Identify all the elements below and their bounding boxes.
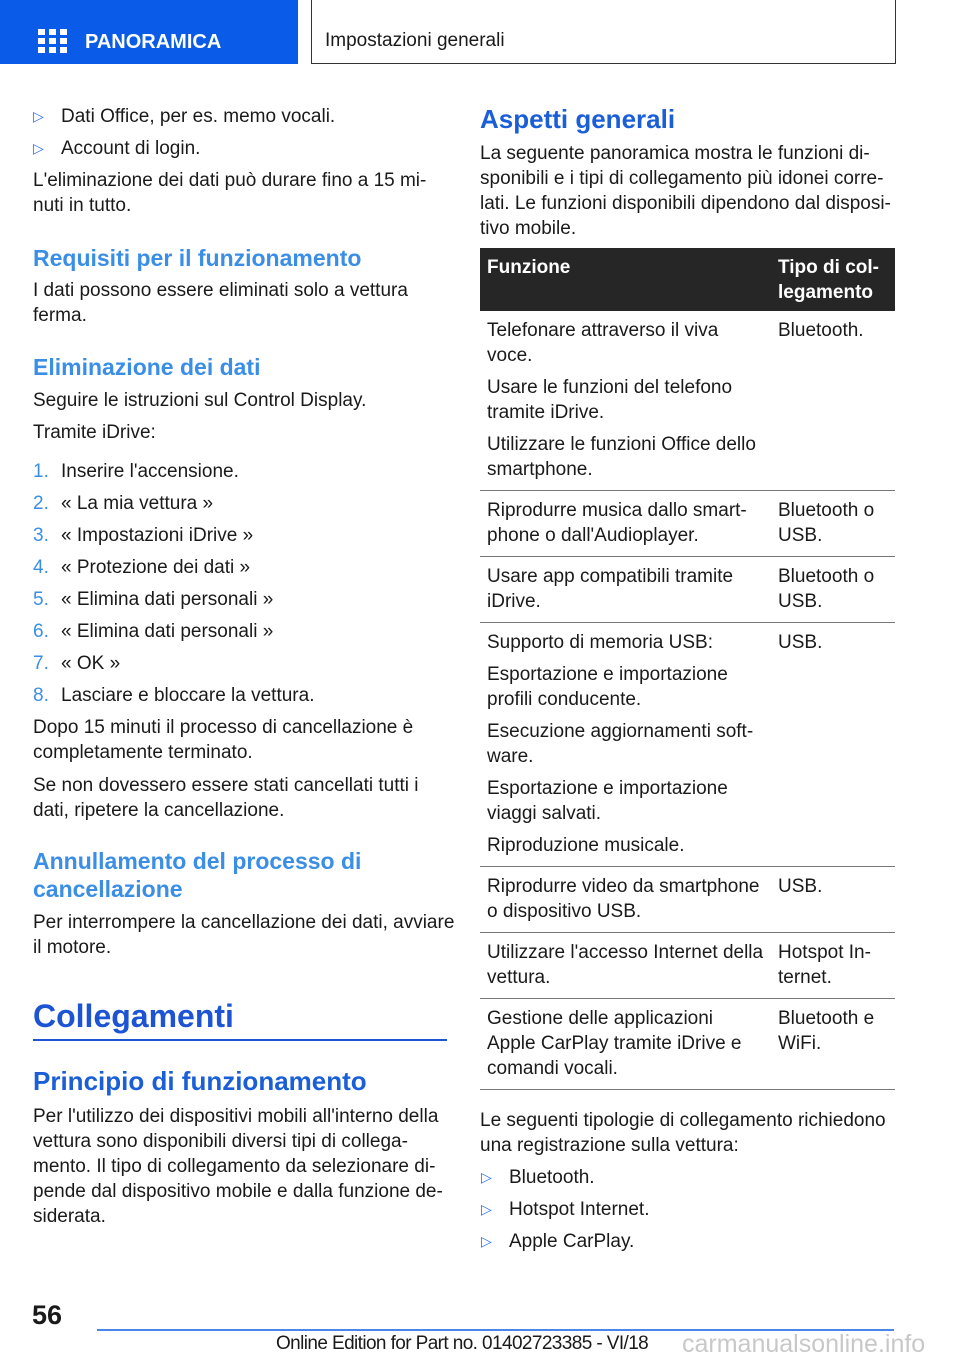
function-text: Telefonare attraverso il viva voce. xyxy=(487,320,719,366)
table-row xyxy=(480,933,895,999)
function-cell xyxy=(480,557,771,623)
function-cell xyxy=(480,933,771,999)
list-item xyxy=(481,1165,595,1190)
list-item-text: Hotspot Internet. xyxy=(509,1199,650,1220)
function-cell xyxy=(480,623,771,867)
connection-cell: Bluetooth. xyxy=(771,311,895,491)
function-cell xyxy=(480,867,771,933)
column-header-tipo: Tipo di col- legamento xyxy=(771,248,895,311)
table-row xyxy=(480,311,895,491)
heading-collegamenti: Collegamenti xyxy=(33,998,234,1034)
step-text: « Protezione dei dati » xyxy=(61,557,251,578)
grid-icon xyxy=(38,29,67,53)
step-number: 6. xyxy=(33,621,49,642)
step-text: Lasciare e bloccare la vettura. xyxy=(61,685,315,706)
function-text: Gestione delle applicazioni Apple CarPlay tramite iDrive e comandi vocali. xyxy=(487,1008,742,1079)
list-item-text: Dati Office, per es. memo vocali. xyxy=(61,106,336,127)
function-cell xyxy=(480,311,771,491)
heading-eliminazione: Eliminazione dei dati xyxy=(33,354,261,380)
step-number: 8. xyxy=(33,685,49,706)
heading-principio: Principio di funzionamento xyxy=(33,1066,367,1096)
step-text: « Elimina dati personali » xyxy=(61,621,274,642)
function-text: Riproduzione musicale. xyxy=(487,835,685,856)
step-number: 5. xyxy=(33,589,49,610)
paragraph: L'eliminazione dei dati può durare fino a 15 mi- nuti in tutto. xyxy=(33,170,427,216)
step-number: 2. xyxy=(33,493,49,514)
function-text: Supporto di memoria USB: xyxy=(487,632,713,653)
paragraph: Seguire le istruzioni sul Control Display. xyxy=(33,390,367,411)
paragraph: Dopo 15 minuti il processo di cancellazione è completamente terminato. xyxy=(33,717,414,763)
list-item xyxy=(33,104,335,129)
step-number: 4. xyxy=(33,557,49,578)
table-header-row xyxy=(480,248,895,311)
triangle-right-icon: ▷ xyxy=(481,1201,492,1217)
section-tab-panoramica[interactable] xyxy=(0,0,298,64)
triangle-right-icon: ▷ xyxy=(481,1169,492,1185)
heading-aspetti: Aspetti generali xyxy=(480,104,676,134)
function-text: Usare le funzioni del telefono tramite iDrive. xyxy=(487,377,733,423)
function-text: Riprodurre video da smartphone o dispositivo USB. xyxy=(487,876,760,922)
step-number: 3. xyxy=(33,525,49,546)
step-text: « OK » xyxy=(61,653,121,674)
heading-underline xyxy=(33,1039,447,1041)
list-item-text: Apple CarPlay. xyxy=(509,1231,635,1252)
list-item-text: Account di login. xyxy=(61,138,201,159)
function-text: Esportazione e importazione profili conducente. xyxy=(487,664,728,710)
step-text: Inserire l'accensione. xyxy=(61,461,239,482)
step-number: 1. xyxy=(33,461,49,482)
connection-cell: USB. xyxy=(771,867,895,933)
edition-text: Online Edition for Part no. 01402723385 - VI/18 xyxy=(276,1333,649,1354)
table-row xyxy=(480,999,895,1090)
connection-cell: Bluetooth o USB. xyxy=(771,557,895,623)
step-text: « Elimina dati personali » xyxy=(61,589,274,610)
connection-cell: Bluetooth o USB. xyxy=(771,491,895,557)
heading-requisiti: Requisiti per il funzionamento xyxy=(33,245,362,271)
table-row xyxy=(480,491,895,557)
paragraph: Per l'utilizzo dei dispositivi mobili all'interno della vettura sono disponibili diversi tipi di collega- mento. Il tipo di collegamento da selezionare di- pende dal dispositivo mobile e dalla funzione de- siderata. xyxy=(33,1106,443,1227)
paragraph: Tramite iDrive: xyxy=(33,422,156,443)
watermark: carmanualsonline.info xyxy=(682,1330,926,1358)
table-row xyxy=(480,867,895,933)
list-item xyxy=(481,1229,634,1254)
paragraph: La seguente panoramica mostra le funzioni di- sponibili e i tipi di collegamento più idonei corre- lati. Le funzioni disponibili dipendono dal disposi- tivo mobile. xyxy=(480,143,891,239)
functions-table xyxy=(480,248,895,1090)
connection-cell: Bluetooth e WiFi. xyxy=(771,999,895,1090)
step-text: « Impostazioni iDrive » xyxy=(61,525,254,546)
list-item-text: Bluetooth. xyxy=(509,1167,595,1188)
paragraph: I dati possono essere eliminati solo a vettura ferma. xyxy=(33,280,408,326)
function-text: Esportazione e importazione viaggi salvati. xyxy=(487,778,728,824)
function-text: Riprodurre musica dallo smart- phone o dall'Audioplayer. xyxy=(487,500,747,546)
table-row xyxy=(480,623,895,867)
function-text: Utilizzare l'accesso Internet della vettura. xyxy=(487,942,764,988)
paragraph: Se non dovessero essere stati cancellati tutti i dati, ripetere la cancellazione. xyxy=(33,775,419,821)
chapter-tab-label: Impostazioni generali xyxy=(325,30,505,51)
function-cell xyxy=(480,999,771,1090)
section-tab-label: PANORAMICA xyxy=(85,31,222,53)
table-row xyxy=(480,557,895,623)
paragraph: Per interrompere la cancellazione dei dati, avviare il motore. xyxy=(33,912,455,958)
triangle-right-icon: ▷ xyxy=(33,108,44,124)
function-text: Esecuzione aggiornamenti soft- ware. xyxy=(487,721,754,767)
function-text: Utilizzare le funzioni Office dello smartphone. xyxy=(487,434,756,480)
step-text: « La mia vettura » xyxy=(61,493,214,514)
list-item xyxy=(33,136,200,161)
list-item xyxy=(481,1197,649,1222)
function-text: Usare app compatibili tramite iDrive. xyxy=(487,566,734,612)
connection-cell: USB. xyxy=(771,623,895,867)
paragraph: Le seguenti tipologie di collegamento richiedono una registrazione sulla vettura: xyxy=(480,1110,886,1156)
column-header-funzione: Funzione xyxy=(480,248,771,311)
function-cell xyxy=(480,491,771,557)
step-number: 7. xyxy=(33,653,49,674)
page-number: 56 xyxy=(32,1300,63,1330)
chapter-tab[interactable] xyxy=(311,0,896,64)
heading-annullamento: Annullamento del processo di cancellazione xyxy=(33,848,362,902)
triangle-right-icon: ▷ xyxy=(33,140,44,156)
connection-cell: Hotspot In- ternet. xyxy=(771,933,895,999)
triangle-right-icon: ▷ xyxy=(481,1233,492,1249)
